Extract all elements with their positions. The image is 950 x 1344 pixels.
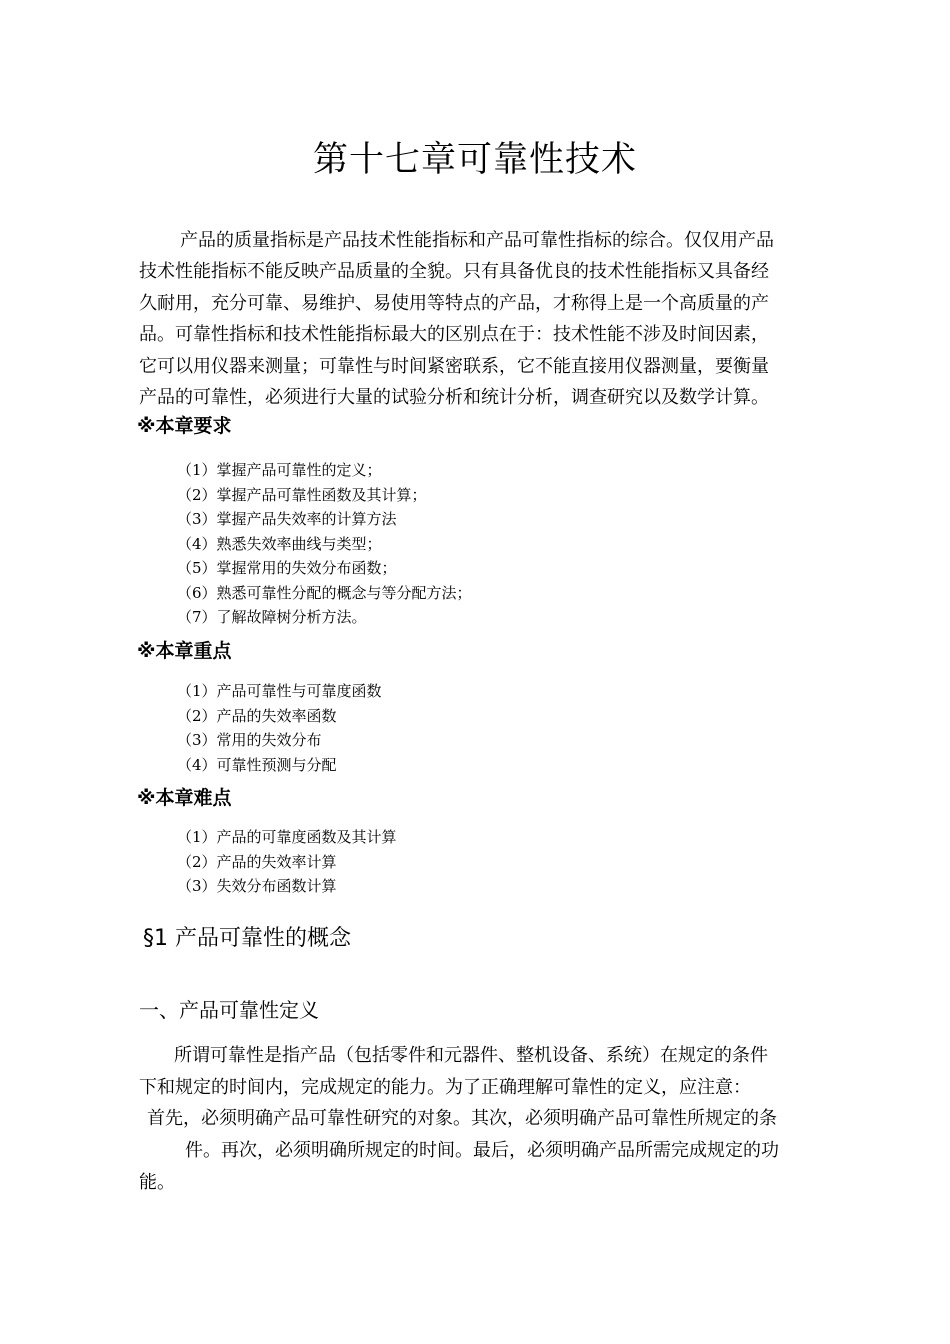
list-item: （1）产品的可靠度函数及其计算	[177, 828, 397, 846]
section-title: §1 产品可靠性的概念	[143, 926, 351, 951]
definition-line: 所谓可靠性是指产品（包括零件和元器件、整机设备、系统）在规定的条件	[174, 1045, 768, 1066]
intro-line: 它可以用仪器来测量；可靠性与时间紧密联系，它不能直接用仪器测量，要衡量	[139, 356, 769, 377]
definition-line: 件。再次，必须明确所规定的时间。最后，必须明确产品所需完成规定的功	[185, 1140, 779, 1161]
difficulties-heading: ※本章难点	[137, 787, 232, 809]
intro-line: 品。可靠性指标和技术性能指标最大的区别点在于：技术性能不涉及时间因素，	[139, 324, 769, 345]
subsection-title: 一、产品可靠性定义	[139, 998, 319, 1022]
list-item: （1）产品可靠性与可靠度函数	[177, 682, 382, 700]
list-item: （7）了解故障树分析方法。	[177, 608, 367, 626]
intro-line: 久耐用，充分可靠、易维护、易使用等特点的产品，才称得上是一个高质量的产	[139, 293, 769, 314]
requirements-heading: ※本章要求	[137, 415, 232, 437]
list-item: （3）常用的失效分布	[177, 731, 322, 749]
list-item: （3）掌握产品失效率的计算方法	[177, 510, 397, 528]
definition-line: 首先，必须明确产品可靠性研究的对象。其次，必须明确产品可靠性所规定的条	[147, 1108, 777, 1129]
list-item: （3）失效分布函数计算	[177, 877, 337, 895]
definition-line: 能。	[139, 1172, 175, 1193]
list-item: （5）掌握常用的失效分布函数；	[177, 559, 397, 577]
intro-line: 产品的质量指标是产品技术性能指标和产品可靠性指标的综合。仅仅用产品	[180, 230, 774, 251]
intro-line: 技术性能指标不能反映产品质量的全貌。只有具备优良的技术性能指标又具备经	[139, 261, 769, 282]
definition-line: 下和规定的时间内，完成规定的能力。为了正确理解可靠性的定义，应注意：	[139, 1077, 751, 1098]
list-item: （4）熟悉失效率曲线与类型；	[177, 535, 382, 553]
list-item: （2）产品的失效率函数	[177, 707, 337, 725]
list-item: （2）掌握产品可靠性函数及其计算；	[177, 486, 427, 504]
list-item: （1）掌握产品可靠性的定义；	[177, 461, 382, 479]
chapter-title: 第十七章可靠性技术	[312, 140, 637, 180]
intro-line: 产品的可靠性，必须进行大量的试验分析和统计分析，调查研究以及数学计算。	[139, 387, 769, 408]
list-item: （6）熟悉可靠性分配的概念与等分配方法；	[177, 584, 472, 602]
key-points-heading: ※本章重点	[137, 640, 232, 662]
list-item: （4）可靠性预测与分配	[177, 756, 337, 774]
list-item: （2）产品的失效率计算	[177, 853, 337, 871]
